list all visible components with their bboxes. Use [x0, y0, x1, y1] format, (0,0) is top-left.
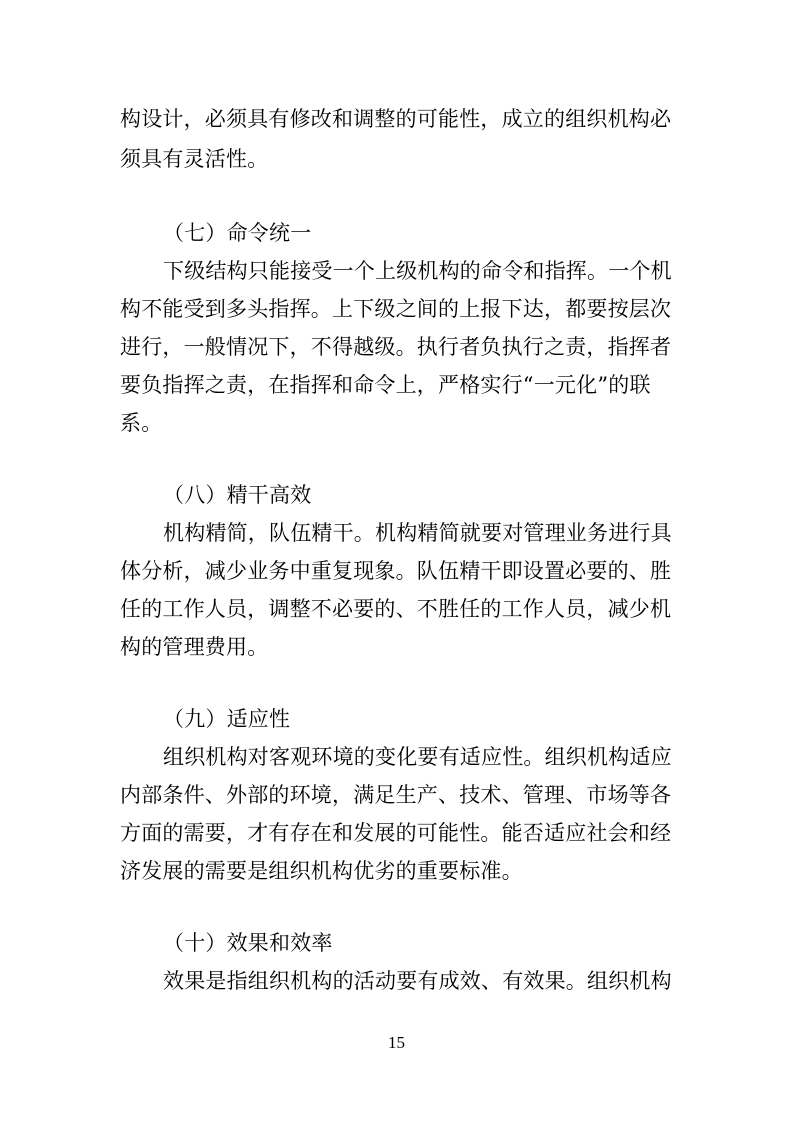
paragraph-line: 构设计，必须具有修改和调整的可能性，成立的组织机构必	[120, 107, 672, 131]
paragraph-line: 体分析，减少业务中重复现象。队伍精干即设置必要的、胜	[120, 559, 672, 583]
paragraph-line: 组织机构对客观环境的变化要有适应性。组织机构适应	[163, 745, 672, 769]
paragraph-line: 进行，一般情况下，不得越级。执行者负执行之责，指挥者	[120, 335, 672, 359]
section-heading: （八）精干高效	[163, 483, 312, 507]
section-heading: （七）命令统一	[163, 221, 312, 245]
paragraph-line: 任的工作人员，调整不必要的、不胜任的工作人员，减少机	[120, 597, 672, 621]
paragraph-line: 构的管理费用。	[120, 635, 269, 659]
paragraph-line: 构不能受到多头指挥。上下级之间的上报下达，都要按层次	[120, 297, 672, 321]
paragraph-line: 效果是指组织机构的活动要有成效、有效果。组织机构	[163, 969, 672, 993]
paragraph-line: 方面的需要，才有存在和发展的可能性。能否适应社会和经	[120, 821, 672, 845]
paragraph-line: 须具有灵活性。	[120, 147, 269, 171]
paragraph-line: 内部条件、外部的环境，满足生产、技术、管理、市场等各	[120, 783, 672, 807]
paragraph-line: 系。	[120, 411, 163, 435]
page-number: 15	[388, 1033, 405, 1052]
paragraph-line: 济发展的需要是组织机构优劣的重要标准。	[120, 859, 523, 883]
section-heading: （十）效果和效率	[163, 931, 333, 955]
paragraph-line: 下级结构只能接受一个上级机构的命令和指挥。一个机	[163, 259, 672, 283]
section-heading: （九）适应性	[163, 707, 291, 731]
paragraph-line: 要负指挥之责，在指挥和命令上，严格实行“一元化”的联	[120, 373, 651, 397]
paragraph-line: 机构精简，队伍精干。机构精简就要对管理业务进行具	[163, 521, 672, 545]
